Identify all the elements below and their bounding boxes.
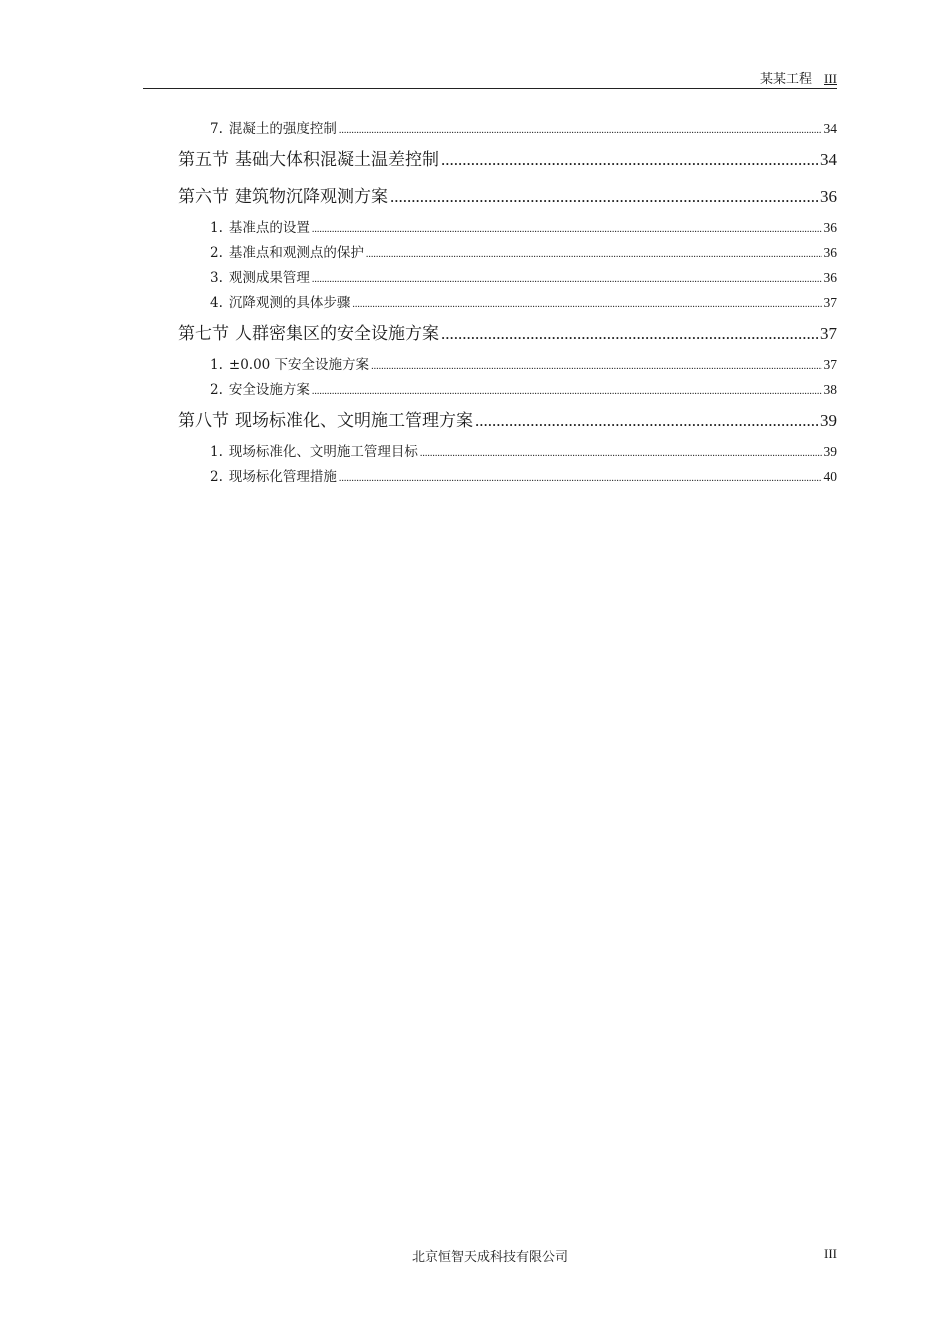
toc-entry[interactable]	[178, 240, 837, 265]
page-footer	[143, 1246, 837, 1266]
toc-section-number: 第八节	[178, 411, 229, 431]
toc-leader-dots	[366, 240, 822, 267]
page-header	[143, 66, 837, 89]
toc-entry-number: 2.	[210, 245, 223, 261]
toc-entry-label: 混凝土的强度控制	[228, 121, 337, 137]
toc-entry[interactable]	[178, 290, 837, 315]
toc-section-entry[interactable]	[178, 315, 837, 352]
toc-entry-label: ±0.00 下安全设施方案	[228, 357, 370, 373]
toc-section-label: 人群密集区的安全设施方案	[235, 324, 439, 344]
toc-entry-number: 3.	[210, 270, 223, 286]
toc-section-page: 37	[820, 324, 837, 343]
toc-leader-dots	[312, 215, 822, 242]
toc-leader-dots	[441, 141, 818, 178]
toc-section-label: 现场标准化、文明施工管理方案	[235, 411, 473, 431]
toc-entry-page: 34	[823, 121, 837, 136]
toc-entry-page: 36	[823, 220, 837, 235]
toc-entry-page: 36	[823, 245, 837, 260]
header-title: 某某工程	[759, 72, 812, 87]
toc-entry-label: 沉降观测的具体步骤	[228, 295, 351, 311]
toc-entry[interactable]	[178, 439, 837, 464]
footer-company-name: 北京恒智天成科技有限公司	[411, 1250, 568, 1265]
toc-entry-page: 37	[823, 357, 837, 372]
toc-entry-page: 37	[823, 295, 837, 310]
toc-entry-page: 38	[823, 382, 837, 397]
toc-leader-dots	[312, 377, 822, 404]
toc-entry-number: 4.	[210, 295, 223, 311]
toc-entry-number: 1.	[210, 357, 223, 373]
toc-section-entry[interactable]	[178, 402, 837, 439]
toc-entry-page: 40	[823, 469, 837, 484]
toc-entry-number: 2.	[210, 469, 223, 485]
toc-section-label: 建筑物沉降观测方案	[235, 187, 388, 207]
table-of-contents	[178, 116, 837, 489]
toc-section-page: 34	[820, 150, 837, 169]
toc-section-number: 第六节	[178, 187, 229, 207]
toc-leader-dots	[352, 290, 821, 317]
toc-section-label: 基础大体积混凝土温差控制	[235, 150, 439, 170]
toc-entry[interactable]	[178, 464, 837, 489]
toc-entry-label: 现场标化管理措施	[228, 469, 337, 485]
toc-entry-number: 1.	[210, 444, 223, 460]
footer-page-number: III	[824, 1246, 837, 1261]
header-text	[760, 68, 837, 87]
header-page-number: III	[824, 71, 837, 86]
toc-entry[interactable]	[178, 377, 837, 402]
toc-entry-number: 7.	[210, 121, 223, 137]
toc-entry-label: 观测成果管理	[228, 270, 310, 286]
toc-entry-page: 39	[823, 444, 837, 459]
toc-leader-dots	[371, 352, 821, 379]
toc-section-page: 39	[820, 411, 837, 430]
toc-entry-label: 现场标准化、文明施工管理目标	[228, 444, 418, 460]
toc-leader-dots	[390, 178, 818, 215]
toc-entry[interactable]	[178, 352, 837, 377]
toc-entry-label: 基准点的设置	[228, 220, 310, 236]
toc-section-number: 第五节	[178, 150, 229, 170]
toc-entry-label: 基准点和观测点的保护	[228, 245, 364, 261]
toc-leader-dots	[339, 464, 822, 491]
toc-entry[interactable]	[178, 265, 837, 290]
toc-leader-dots	[312, 265, 822, 292]
toc-entry-number: 1.	[210, 220, 223, 236]
toc-leader-dots	[339, 116, 822, 143]
toc-leader-dots	[475, 402, 818, 439]
toc-entry-page: 36	[823, 270, 837, 285]
toc-entry[interactable]	[178, 215, 837, 240]
toc-section-entry[interactable]	[178, 178, 837, 215]
toc-leader-dots	[420, 439, 822, 466]
toc-entry-label: 安全设施方案	[228, 382, 310, 398]
toc-entry[interactable]	[178, 116, 837, 141]
toc-section-page: 36	[820, 187, 837, 206]
toc-leader-dots	[441, 315, 818, 352]
toc-section-entry[interactable]	[178, 141, 837, 178]
toc-entry-number: 2.	[210, 382, 223, 398]
toc-section-number: 第七节	[178, 324, 229, 344]
